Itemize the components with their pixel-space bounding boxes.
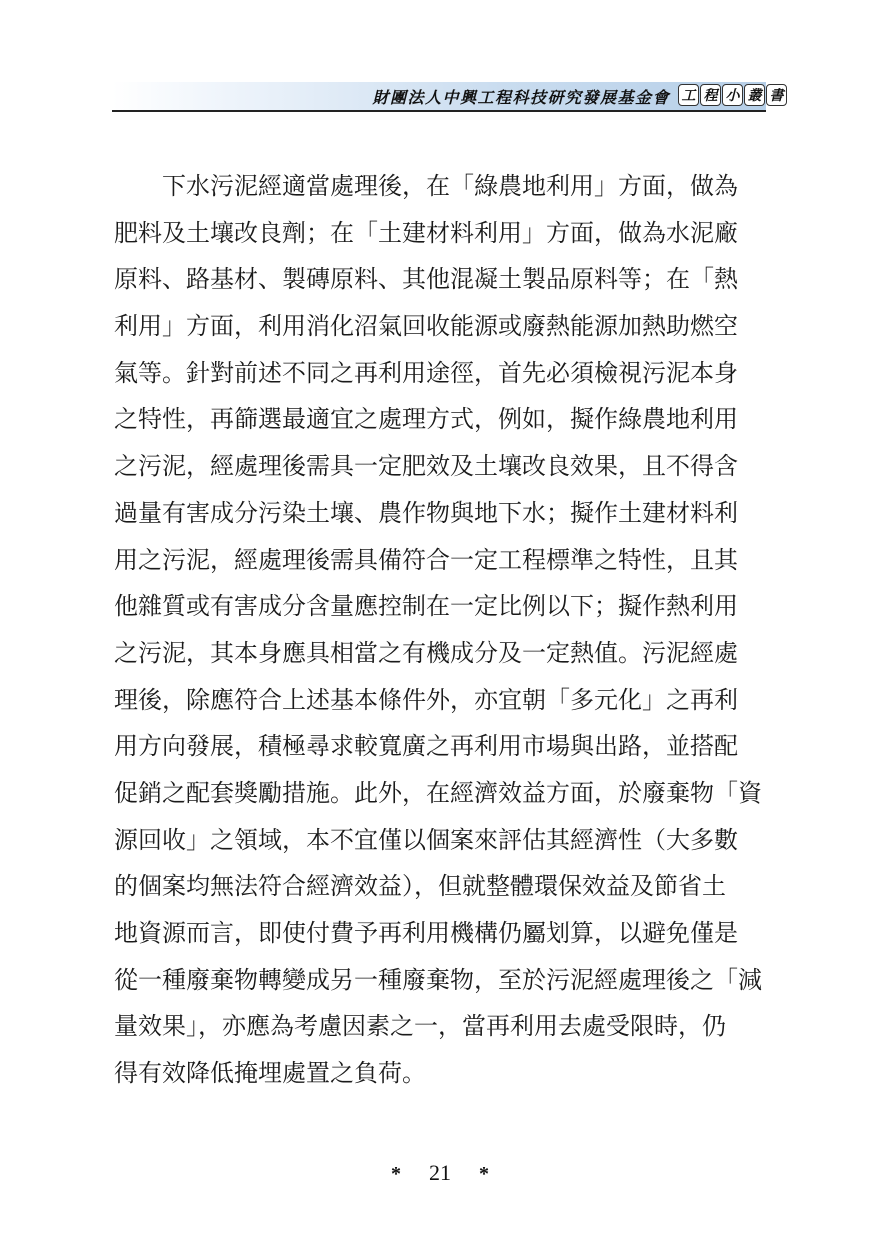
body-line: 得有效降低掩埋處置之負荷。: [114, 1059, 426, 1088]
series-badge: 程: [700, 84, 721, 106]
body-line: 之污泥，其本身應具相當之有機成分及一定熱值。污泥經處: [114, 638, 738, 667]
body-line: 肥料及土壤改良劑；在「土建材料利用」方面，做為水泥廠: [114, 218, 738, 247]
body-line: 之污泥，經處理後需具一定肥效及土壤改良效果，且不得含: [114, 452, 738, 481]
body-line: 源回收」之領域，本不宜僅以個案來評估其經濟性（大多數: [114, 825, 738, 854]
body-line: 地資源而言，即使付費予再利用機構仍屬划算，以避免僅是: [114, 919, 738, 947]
body-line: 量效果」，亦應為考慮因素之一，當再利用去處受限時，仍: [114, 1012, 726, 1041]
page-number: 21: [429, 1160, 451, 1185]
body-line: 氣等。針對前述不同之再利用途徑，首先必須檢視污泥本身: [114, 358, 738, 387]
body-line: 他雜質或有害成分含量應控制在一定比例以下；擬作熱利用: [114, 592, 738, 621]
series-badge: 工: [678, 84, 699, 106]
body-line: 下水污泥經適當處理後，在「綠農地利用」方面，做為: [162, 172, 738, 200]
body-line: 用之污泥，經處理後需具備符合一定工程標準之特性，且其: [114, 545, 738, 574]
body-line: 的個案均無法符合經濟效益），但就整體環保效益及節省土: [114, 872, 726, 901]
series-badge: 叢: [744, 84, 765, 106]
page-footer: [0, 1160, 880, 1186]
body-line: 之特性，再篩選最適宜之處理方式，例如，擬作綠農地利用: [114, 405, 738, 434]
star-ornament: *: [479, 1163, 489, 1185]
body-line: 用方向發展，積極尋求較寬廣之再利用市場與出路，並搭配: [114, 732, 738, 761]
series-badge: 書: [766, 84, 787, 106]
series-title: [678, 84, 787, 106]
body-line: 理後，除應符合上述基本條件外，亦宜朝「多元化」之再利: [114, 685, 738, 714]
body-line: 原料、路基材、製磚原料、其他混凝土製品原料等；在「熱: [114, 265, 738, 294]
body-line: 從一種廢棄物轉變成另一種廢棄物，至於污泥經處理後之「減: [114, 965, 762, 994]
body-line: 促銷之配套獎勵措施。此外，在經濟效益方面，於廢棄物「資: [114, 778, 762, 807]
header-organization: 財團法人中興工程科技研究發展基金會: [372, 88, 670, 107]
series-badge: 小: [722, 84, 743, 106]
body-line: 利用」方面，利用消化沼氣回收能源或廢熱能源加熱助燃空: [114, 312, 738, 341]
body-line: 過量有害成分污染土壤、農作物與地下水；擬作土建材料利: [114, 498, 738, 527]
body-paragraph: [114, 163, 774, 1097]
header-rule: [112, 110, 766, 112]
star-ornament: *: [391, 1163, 401, 1185]
